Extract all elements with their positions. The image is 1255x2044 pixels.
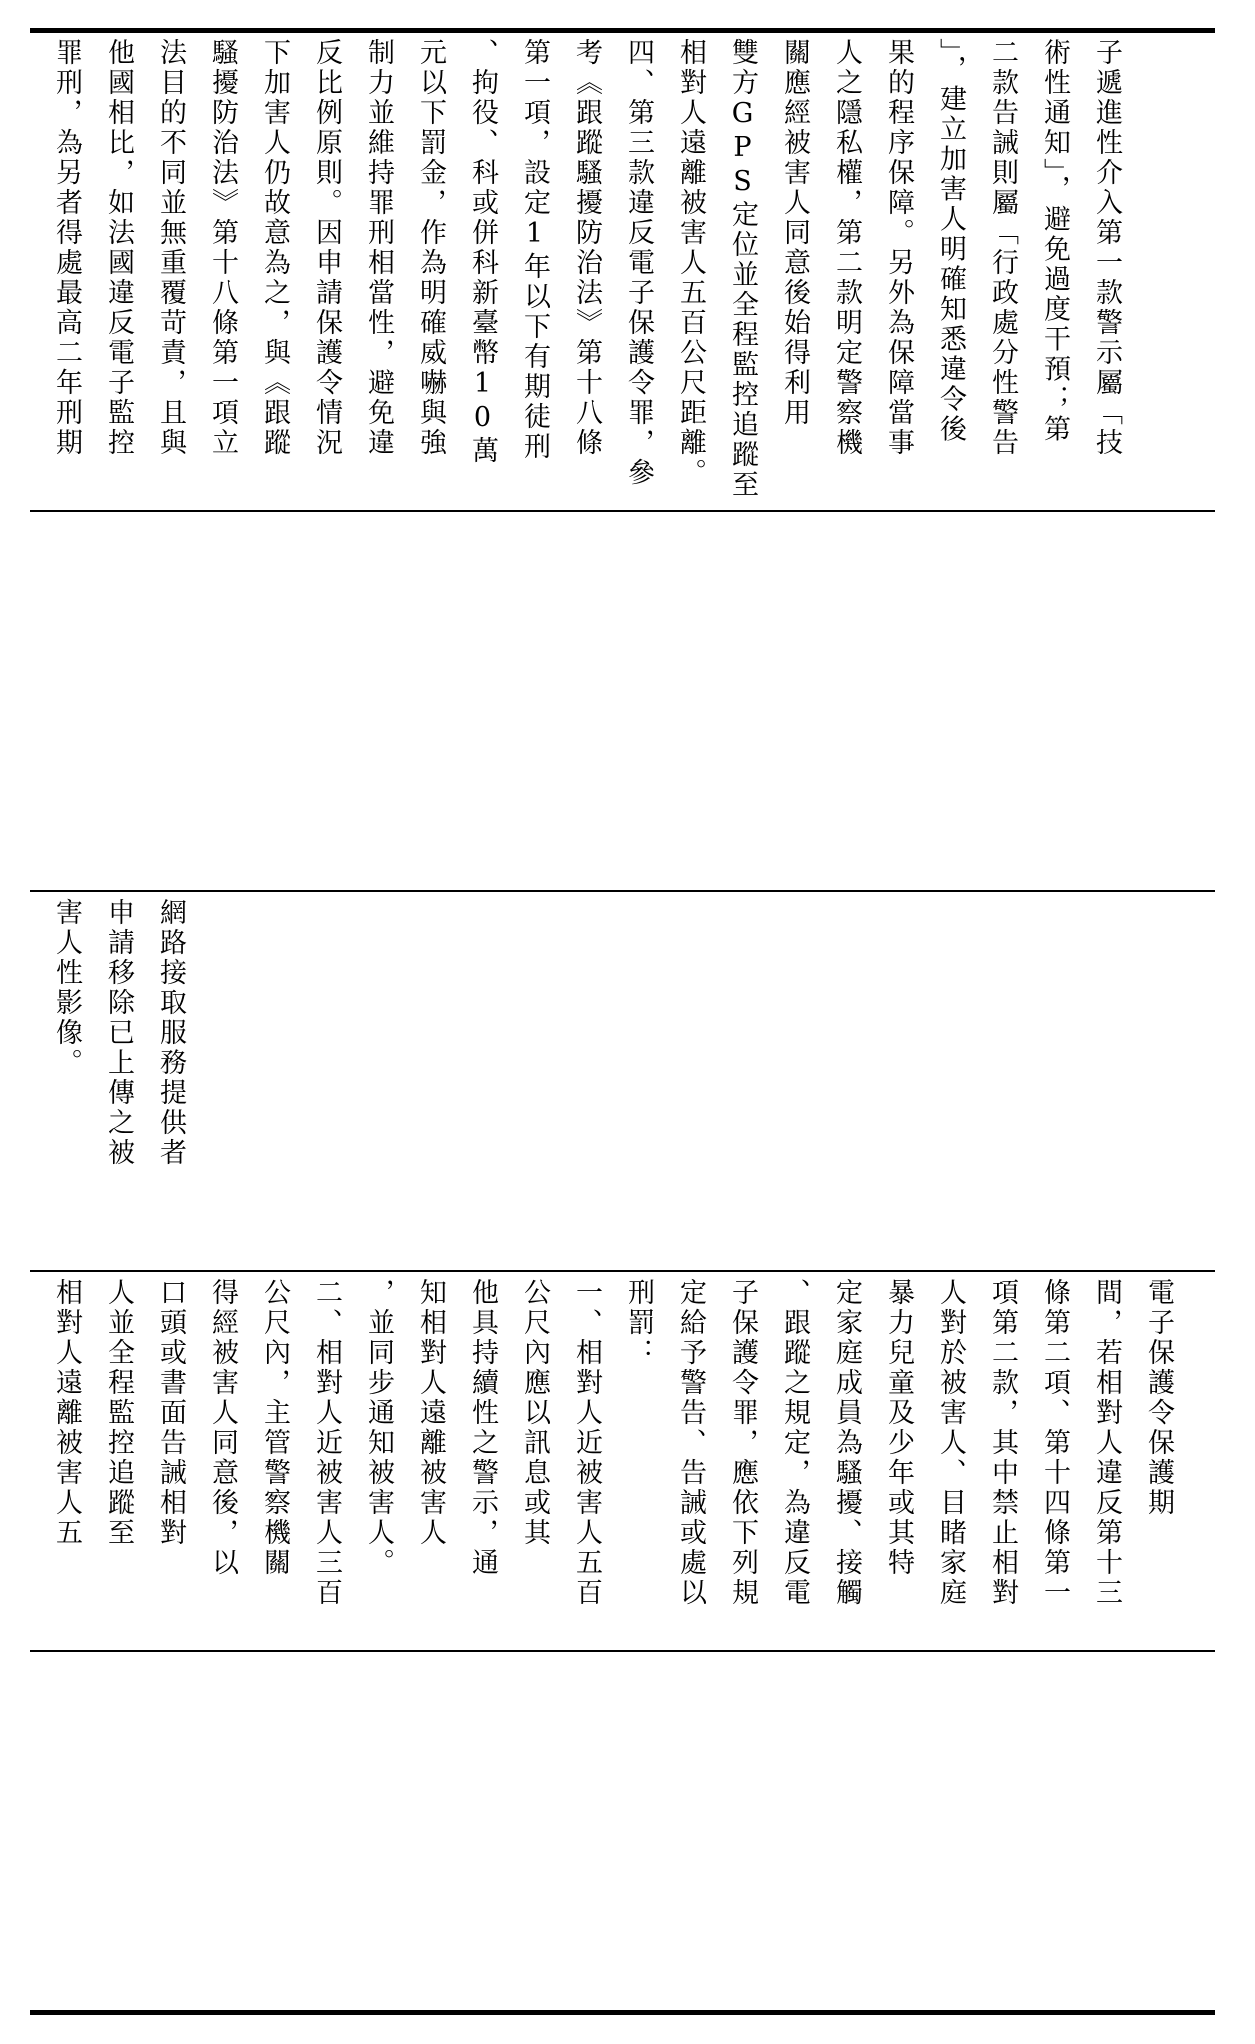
text-column: 他具持續性之警示，通 bbox=[467, 1278, 498, 1578]
text-column: 條第二項、第十四條第一 bbox=[1039, 1278, 1070, 1608]
text-column: 法目的不同並無重覆苛責，且與 bbox=[155, 38, 186, 458]
text-column: 電子保護令保護期 bbox=[1143, 1278, 1174, 1518]
text-column: 反比例原則。因申請保護令情況 bbox=[311, 38, 342, 458]
empty-cell-upper bbox=[40, 515, 1205, 885]
row-divider-4 bbox=[30, 1650, 1215, 1652]
text-column: 項第二款，其中禁止相對 bbox=[987, 1278, 1018, 1608]
text-column: 害人性影像。 bbox=[51, 898, 82, 1078]
explanation-text bbox=[40, 38, 1132, 503]
empty-cell-lower bbox=[40, 1655, 1205, 2005]
removal-clause-text bbox=[40, 898, 196, 1263]
text-column: 、跟蹤之規定，為違反電 bbox=[779, 1278, 810, 1608]
text-column: 相對人遠離被害人五百公尺距 bbox=[675, 38, 706, 428]
text-column: 申請移除已上傳之被 bbox=[103, 898, 134, 1168]
text-column: 定給予警告、告誡或處以 bbox=[675, 1278, 706, 1608]
text-column: 網路接取服務提供者 bbox=[155, 898, 186, 1168]
text-column: 子保護令罪，應依下列規 bbox=[727, 1278, 758, 1608]
text-column: 二、相對人近被害人三百 bbox=[311, 1278, 342, 1608]
text-column: 相對人遠離被害人五 bbox=[51, 1278, 82, 1548]
text-column: 騷擾防治法》第十八條第一項立 bbox=[207, 38, 238, 458]
row-divider-1 bbox=[30, 510, 1215, 512]
text-column: 四、第三款違反電子保護令罪，參 bbox=[623, 38, 654, 488]
text-column: 定家庭成員為騷擾、接觸 bbox=[831, 1278, 862, 1608]
text-column: 關應經被害人同意後始得利用 bbox=[779, 38, 810, 428]
text-column: 他國相比，如法國違反電子監控 bbox=[103, 38, 134, 458]
text-column: 二款告誡則屬「行政處分性警告 bbox=[987, 38, 1018, 458]
text-column: 公尺內應以訊息或其 bbox=[519, 1278, 550, 1548]
text-column: 人並全程監控追蹤至 bbox=[103, 1278, 134, 1548]
text-column: ，並同步通知被害人。 bbox=[363, 1278, 394, 1578]
amended-clause-text bbox=[40, 1278, 1184, 1643]
text-column: 雙方GPS定位並全程監控追蹤至 bbox=[727, 38, 758, 500]
text-column: 人對於被害人、目睹家庭 bbox=[935, 1278, 966, 1608]
text-column: 果的程序保障。另外為保障當事 bbox=[883, 38, 914, 458]
removal-clause-cell bbox=[40, 898, 1205, 1263]
text-column: 知相對人遠離被害人 bbox=[415, 1278, 446, 1548]
table-bottom-border bbox=[30, 2010, 1215, 2015]
text-column: 第一項，設定1年以下有期徒刑 bbox=[519, 38, 550, 462]
text-column: 得經被害人同意後，以 bbox=[207, 1278, 238, 1578]
text-column: 、拘役、科或併科新臺幣10萬 bbox=[467, 38, 498, 466]
text-column: 子遞進性介入第一款警示屬「技 bbox=[1091, 38, 1122, 458]
row-divider-2 bbox=[30, 890, 1215, 892]
text-column: 制力並維持罪刑相當性，避免違 bbox=[363, 38, 394, 458]
text-column: 刑罰： bbox=[623, 1278, 654, 1368]
text-column: 考《跟蹤騷擾防治法》第十八條 bbox=[571, 38, 602, 458]
explanation-cell bbox=[40, 38, 1205, 503]
text-column: 元以下罰金，作為明確威嚇與強 bbox=[415, 38, 446, 458]
text-column: 離。 bbox=[675, 428, 706, 488]
table-top-border bbox=[30, 28, 1215, 33]
text-column: 暴力兒童及少年或其特 bbox=[883, 1278, 914, 1578]
text-column: 術性通知」，避免過度干預；第 bbox=[1039, 38, 1070, 445]
text-column: 間，若相對人違反第十三 bbox=[1091, 1278, 1122, 1608]
text-column: 一、相對人近被害人五百 bbox=[571, 1278, 602, 1608]
text-column: 」，建立加害人明確知悉違令後 bbox=[935, 38, 966, 445]
text-column: 罪刑，為另者得處最高二年刑期 bbox=[51, 38, 82, 458]
text-column: 下加害人仍故意為之，與《跟蹤 bbox=[259, 38, 290, 458]
text-column: 公尺內，主管警察機關 bbox=[259, 1278, 290, 1578]
text-column: 口頭或書面告誡相對 bbox=[155, 1278, 186, 1548]
row-divider-3 bbox=[30, 1270, 1215, 1272]
text-column: 人之隱私權，第二款明定警察機 bbox=[831, 38, 862, 458]
amended-clause-cell bbox=[40, 1278, 1205, 1643]
